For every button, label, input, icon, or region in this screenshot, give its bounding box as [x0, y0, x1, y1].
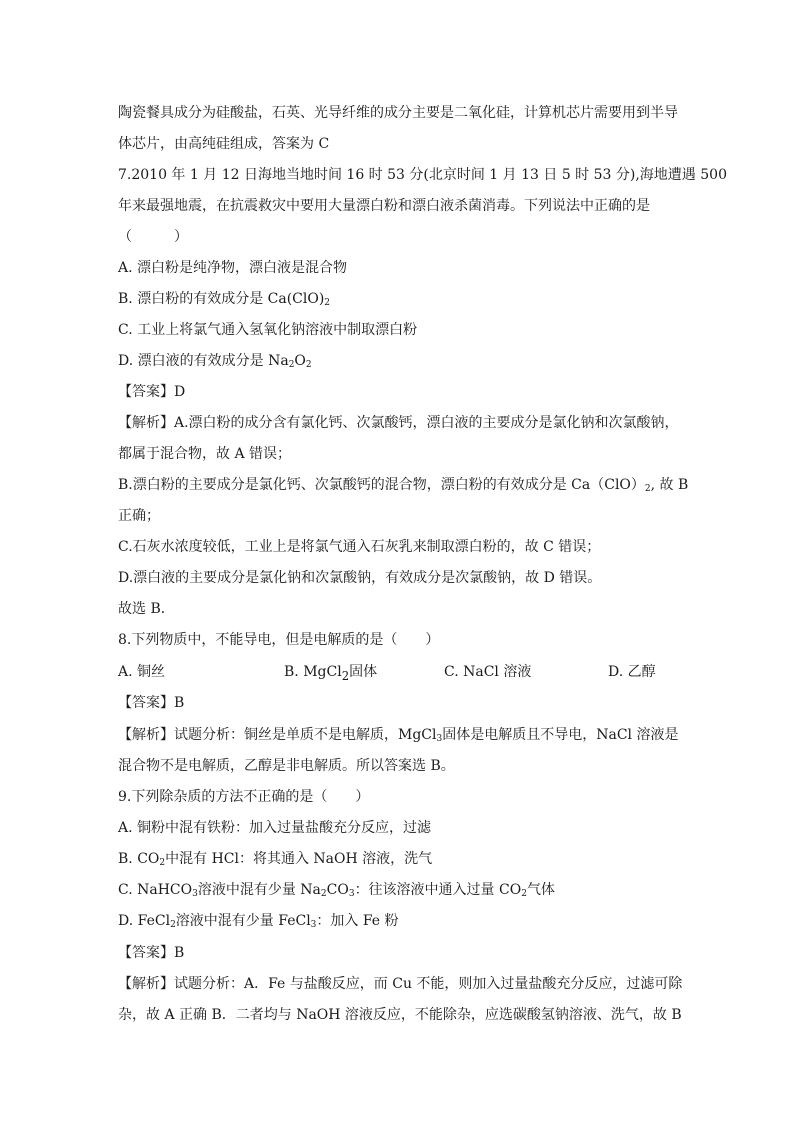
option-text: ：加入 Fe 粉	[316, 913, 399, 929]
analysis-text: 【解析】试题分析：铜丝是单质不是电解质，MgCl	[118, 727, 437, 743]
subscript: 2	[288, 360, 295, 370]
analysis-text: , 故 B	[650, 477, 689, 493]
q9-analysis-line: 杂，故 A 正确 B．二者均与 NaOH 溶液反应，不能除杂，应选碳酸氢钠溶液、洗气，故 B	[118, 1007, 682, 1023]
option-text: D. 漂白液的有效成分是 Na	[118, 353, 289, 369]
option-text: C. NaHCO	[118, 882, 193, 898]
q7-option-c: C. 工业上将氯气通入氢氧化钠溶液中制取漂白粉	[118, 322, 418, 338]
option-text: 溶液中混有少量 Na	[197, 882, 321, 898]
q7-conclusion: 故选 B．	[118, 601, 175, 617]
subscript: 2	[521, 889, 527, 899]
q8-stem: 8.下列物质中，不能导电，但是电解质的是（ ）	[118, 632, 440, 648]
subscript: 2	[341, 668, 350, 683]
q7-analysis-line: D.漂白液的主要成分是氯化钠和次氯酸钠，有效成分是次氯酸钠，故 D 错误。	[118, 570, 602, 586]
q8-options	[118, 662, 678, 684]
q7-answer: 【答案】D	[118, 384, 186, 400]
q8-answer: 【答案】B	[118, 695, 185, 711]
q9-option-d	[118, 911, 678, 933]
option-text: CO	[326, 882, 349, 898]
q7-option-d	[118, 351, 678, 373]
q7-stem-line1: 7.2010 年 1 月 12 日海地当地时间 16 时 53 分(北京时间 1 月 13 日 5 时 53 分),海地遭遇 500	[118, 167, 727, 183]
q9-answer: 【答案】B	[118, 945, 185, 961]
subscript: 3	[436, 734, 443, 744]
q9-option-b	[118, 849, 678, 871]
subscript: 3	[192, 889, 198, 899]
formula-text: O	[294, 353, 306, 369]
option-text: 固体	[349, 664, 378, 680]
q8-option-d: D. 乙醇	[608, 664, 656, 680]
option-text: 中混有 HCl：将其通入 NaOH 溶液，洗气	[165, 851, 433, 867]
q9-analysis-line: 【解析】试题分析：A．Fe 与盐酸反应，而 Cu 不能，则加入过量盐酸充分反应，过滤可除	[118, 976, 683, 992]
q7-option-b	[118, 289, 678, 311]
q8-option-b	[284, 662, 377, 686]
q9-option-a: A. 铜粉中混有铁粉：加入过量盐酸充分反应，过滤	[118, 820, 432, 836]
option-text: D. FeCl	[118, 913, 171, 929]
q7-analysis-line: 正确；	[118, 508, 160, 524]
option-text: 气体	[526, 882, 555, 898]
option-text: ：往该溶液中通入过量 CO	[354, 882, 522, 898]
option-text: B. 漂白粉的有效成分是 Ca(ClO)	[118, 291, 325, 307]
subscript: 2	[324, 298, 331, 308]
q8-analysis-line	[118, 725, 678, 747]
q7-analysis-line: C.石灰水浓度较低，工业上是将氯气通入石灰乳来制取漂白粉的，故 C 错误；	[118, 539, 601, 555]
q9-stem: 9.下列除杂质的方法不正确的是（ ）	[118, 789, 370, 805]
q7-analysis-line: 都属于混合物，故 A 错误；	[118, 446, 292, 462]
q7-analysis-line: 【解析】A.漂白粉的成分含有氯化钙、次氯酸钙，漂白液的主要成分是氯化钠和次氯酸钠，	[118, 415, 679, 431]
q8-option-a: A. 铜丝	[118, 664, 166, 680]
option-text: 溶液中混有少量 FeCl	[175, 913, 311, 929]
analysis-text: 固体是电解质且不导电，NaCl 溶液是	[442, 727, 679, 743]
subscript: 2	[159, 858, 166, 868]
option-text: B. MgCl	[284, 664, 342, 680]
option-text: B. CO	[118, 851, 160, 867]
analysis-text: B.漂白粉的主要成分是氯化钙、次氯酸钙的混合物，漂白粉的有效成分是 Ca（ClO）	[118, 477, 645, 493]
text-line: 陶瓷餐具成分为硅酸盐，石英、光导纤维的成分主要是二氧化硅，计算机芯片需要用到半导	[118, 105, 678, 121]
q8-analysis-line: 混合物不是电解质，乙醇是非电解质。所以答案选 B。	[118, 758, 455, 774]
subscript: 2	[320, 889, 327, 899]
q9-option-c	[118, 880, 678, 902]
q7-analysis-line	[118, 475, 689, 497]
subscript: 2	[305, 360, 312, 370]
q7-option-a: A. 漂白粉是纯净物，漂白液是混合物	[118, 260, 348, 276]
q7-stem-line2: 年来最强地震，在抗震救灾中要用大量漂白粉和漂白液杀菌消毒。下列说法中正确的是	[118, 198, 650, 214]
q8-option-c: C. NaCl 溶液	[444, 664, 532, 680]
q7-blank: （ ）	[118, 229, 188, 245]
text-line: 体芯片，由高纯硅组成，答案为 C	[118, 136, 330, 152]
subscript: 3	[348, 889, 355, 899]
subscript: 2	[170, 920, 176, 930]
subscript: 2	[644, 484, 651, 494]
subscript: 3	[310, 920, 317, 930]
